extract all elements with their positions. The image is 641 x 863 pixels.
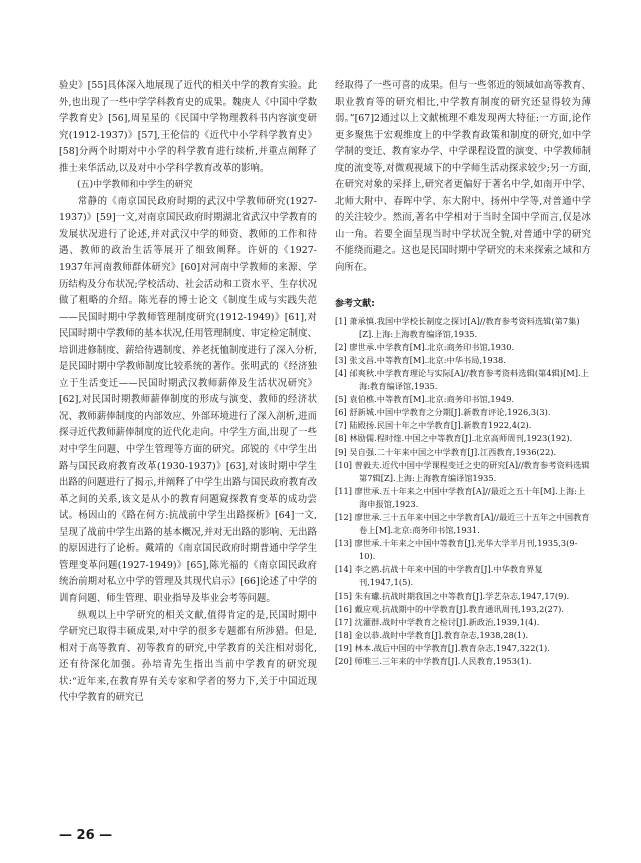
reference-item: [14] 李之鸥.抗战十年来中国的中学教育[J].中华教育界复刊,1947,1(5). <box>335 564 543 588</box>
paragraph-continued-right: 经取得了一些可喜的成果。但与一些邻近的领域如高等教育、职业教育等的研究相比,中学教育制度的研究还显得较为薄弱。”[67]2通过以上文献梳理不难发现两大特征:一方面,论作更多聚焦于宏观维度上的中学教育政策和制度的研究,如中学学制的变迁、教育家办学、中学课程设置的演变、中学教师制度的流变等,对微观视域下的中学师生活动探求较少;另一方面,在研究对象的采择上,研究者更偏好于著名中学,如南开中学、北师大附中、春晖中学、东大附中、扬州中学等,对普通中学的关注较少。然而,著名中学相对于当时全国中学而言,仅是冰山一角。若要全面呈现当时中学状况全貌,对普通中学的研究不能绕而避之。这也是民国时期中学研究的未来探索之域和方向所在。 <box>335 80 591 274</box>
section-heading: (五)中学教师和中学生的研究 <box>77 180 193 191</box>
reference-item: [7] 陆殿扬.民国十年之中学教育[J].新教育1922,4(2). <box>335 420 532 431</box>
reference-item: [11] 廖世承.五十年来之中国中学教育[A]//最近之五十年[M].上海:上海申报馆,1923. <box>335 485 586 509</box>
reference-item: [19] 林本.战后中国的中学教育[J].教育杂志,1947,322(1). <box>335 642 550 653</box>
reference-item: [16] 戴应观.抗战期中的中学教育[J].教育通讯周刊,193,2(27). <box>335 603 565 614</box>
reference-item: [18] 金以恭.战时中学教育[J].教育杂志,1938,28(1). <box>335 629 529 640</box>
paragraph-continued: 验史》[55]具体深入地展现了近代的相关中学的教育实验。此外,也出现了一些中学学科教育史的成果。魏庚人《中国中学数学教育史》[56],周星星的《民国中学物理教科书内容演变研究(1912-1937)》[57],王伦信的《近代中小学科学教育史》[58]分两个时期对中小学的科学教育进行续析,并重点阐释了推士来华活动,以及对中小学科学教育改革的影响。 <box>59 80 317 174</box>
left-column <box>59 78 317 707</box>
reference-item: [6] 舒新城.中国中学教育之分期[J].新教育评论,1926,3(3). <box>335 407 551 418</box>
reference-item: [17] 沈灌群.战时中学教育之检讨[J].新政治,1939,1(4). <box>335 616 540 627</box>
reference-item: [13] 廖世承.十年来之中国中等教育[J].光华大学半月刊,1935,3(9-10). <box>335 538 578 562</box>
reference-item: [2] 廖世承.中学教育[M].北京:商务印书馆,1930. <box>335 341 515 352</box>
reference-item: [4] 邰爽秋.中学教育理论与实际[A]//教育参考资料选辑(第4辑)[M].上海:教育编译馆,1935. <box>335 367 589 392</box>
right-column <box>335 78 591 668</box>
reference-item: [15] 朱有瓛.抗战时期我国之中等教育[J].学艺杂志,1947,17(9). <box>335 590 570 601</box>
references-title: 参考文献: <box>335 298 375 309</box>
reference-item: [5] 袁伯樵.中等教育[M].北京:商务印书馆,1949. <box>335 394 515 405</box>
paragraph-summary: 纵观以上中学研究的相关文献,值得肯定的是,民国时期中学研究已取得丰硕成果,对中学的很多专题都有所涉猎。但是,相对于高等教育、初等教育的研究,中学教育的关注相对弱化,还有待深化加强。孙培青先生指出当前中学教育的研究现状:“近年来,在教育界有关专家和学者的努力下,关于中国近现代中学教育的研究已 <box>59 609 317 704</box>
reference-item: [20] 师唯三.三年来的中学教育[J].人民教育,1953(1). <box>335 656 532 666</box>
paragraph-teachers-students: 常静的《南京国民政府时期的武汉中学教师研究(1927-1937)》[59]一文,对南京国民政府时期湖北省武汉中学教育的发展状况进行了论述,并对武汉中学的师资、教师的工作和待遇、教师的政治生活等展开了细致阐释。许妍的《1927-1937年河南教师群体研究》[60]对河南中学教师的来源、学历结构及分布状况;学校活动、社会活动和工资水平、生存状况做了粗略的介绍。陈光春的博士论文《制度生成与实践失范——民国时期中学教师管理制度研究(1912-1949)》[61],对民国时期中学教师的基本状况,任用管理制度、审定检定制度、培训进修制度、薪给待遇制度、养老抚恤制度进行了深入分析,是民国时期中学教师制度比较系统的著作。张明武的《经济独立于生活变迁——民国时期武汉教师薪俸及生活状况研究》[62],对民国时期教师薪俸制度的形成与演变、教师的经济状况、教师薪俸制度的内部效应、外部环境进行了深入剖析,进而探寻近代教师薪俸制度的近代化走向。中学生方面,出现了一些对中学生问题、中学生管理等方面的研究。邱锐的《中学生出路与国民政府教育改革(1930-1937)》[63],对该时期中学生出路的问题进行了揭示,并阐释了中学生出路与国民政府教育改革之间的关系,该文是从小的教育问题窥探教育变革的成功尝试。杨因山的《路在何方:抗战前中学生出路探析》[64]一文,呈现了战前中学生出路的基本概况,并对无出路的影响、无出路的原因进行了论析。戴靖的《南京国民政府时期普通中学学生管理变革问题(1927-1949)》[65],陈光福的《南京国民政府统治前期对私立中学的管理及其现代启示》[66]论述了中学的训育问题、师生管理、职业指导及毕业会考等问题。 <box>59 195 317 604</box>
reference-item: [8] 林励儒.程时煃.中国之中等教育[J].北京高师周刊,1923(192). <box>335 433 573 444</box>
reference-item: [12] 廖世承.三十五年来中国之中学教育[A]//最近三十五年之中国教育卷上[M].北京:商务印书馆,1931. <box>335 511 590 536</box>
reference-item: [9] 吴自强.二十年来中国之中学教育[J].江西教育,1936(22). <box>335 446 557 457</box>
reference-item: [3] 张文昌.中等教育[M].北京:中华书局,1938. <box>335 354 506 365</box>
reference-item: [10] 曾毅夫.近代中国中学课程变迁之史的研究[A]//教育参考资料选辑第7辑[Z].上海:上海教育编译馆1935. <box>335 459 590 483</box>
reference-item: [1] 萧承慎.我国中学校长制度之探讨[A]//教育参考资料选辑(第7集)[Z].上海:上海教育编译馆,1935. <box>335 315 580 339</box>
references-list <box>335 315 591 669</box>
page-number: — 26 — <box>59 828 113 843</box>
